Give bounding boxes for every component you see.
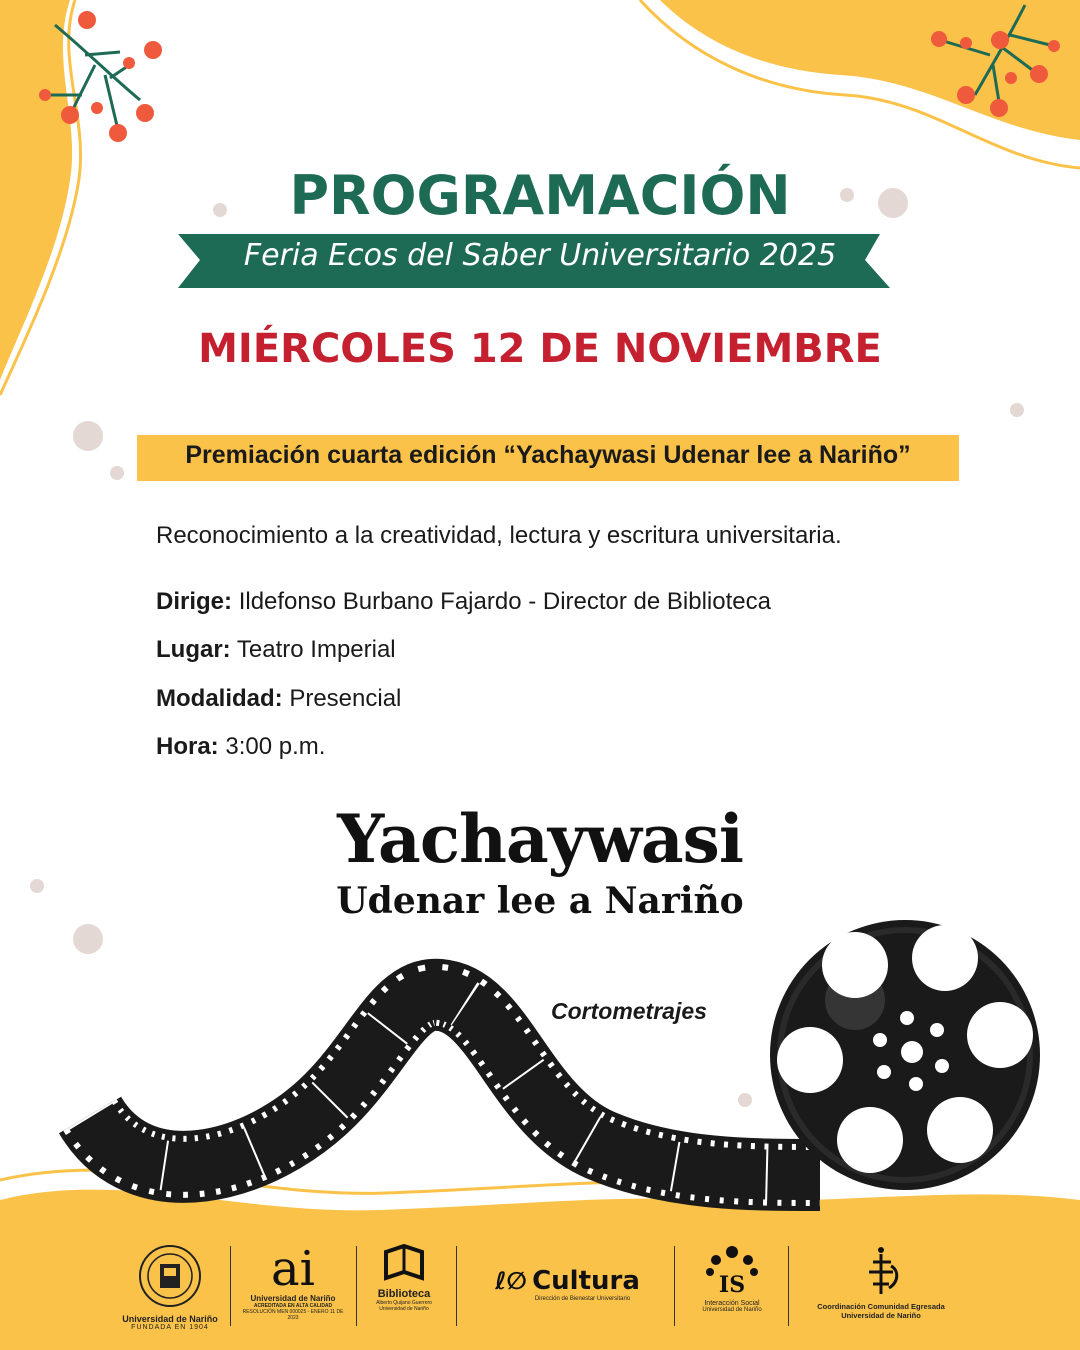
egresada-line1: Coordinación Comunidad Egresada xyxy=(817,1302,945,1311)
detail-value: Ildefonso Burbano Fajardo - Director de Biblioteca xyxy=(238,588,771,615)
detail-value: 3:00 p.m. xyxy=(225,733,326,760)
detail-label: Lugar: xyxy=(156,636,231,663)
ai-resolution: RESOLUCIÓN MEN 000025 - ENERO 11 DE 2023 xyxy=(242,1309,344,1321)
egresada-line2: Universidad de Nariño xyxy=(841,1311,921,1320)
biblioteca-sub2: Universidad de Nariño xyxy=(379,1306,429,1312)
logo-divider xyxy=(356,1246,357,1326)
logo-universidad-narino xyxy=(110,1244,230,1334)
logo-divider xyxy=(674,1246,675,1326)
is-mark: IS xyxy=(718,1272,746,1296)
event-title: Premiación cuarta edición “Yachaywasi Udenar lee a Nariño” xyxy=(185,441,911,469)
event-description: Reconocimiento a la creatividad, lectura y escritura universitaria. xyxy=(156,522,842,549)
logo-divider xyxy=(456,1246,457,1326)
book-icon xyxy=(382,1244,426,1284)
yachaywasi-subtitle: Udenar lee a Nariño xyxy=(336,880,744,922)
cultura-name: Cultura xyxy=(532,1266,640,1296)
logo-acreditacion xyxy=(238,1241,348,1334)
is-sub2: Universidad de Nariño xyxy=(702,1307,762,1313)
logo-udenar-founded: FUNDADA EN 1904 xyxy=(131,1324,209,1331)
cultura-icon: ℓ∅ xyxy=(495,1267,527,1295)
detail-label: Dirige: xyxy=(156,588,233,615)
logo-comunidad-egresada xyxy=(796,1244,966,1334)
detail-label: Modalidad: xyxy=(156,685,283,712)
logo-udenar-name: Universidad de Nariño xyxy=(122,1314,218,1324)
logo-interaccion-social xyxy=(682,1244,782,1334)
logo-cultura xyxy=(470,1244,665,1334)
yachaywasi-wordmark: Yachaywasi xyxy=(337,800,743,878)
ai-name: Universidad de Nariño xyxy=(250,1294,336,1303)
cultura-sub: Dirección de Bienestar Universitario xyxy=(534,1296,631,1302)
biblioteca-sub1: Alberto Quijano Guerrero xyxy=(376,1300,432,1306)
page-title: PROGRAMACIÓN xyxy=(289,164,791,227)
logo-biblioteca xyxy=(364,1244,444,1334)
biblioteca-name: Biblioteca xyxy=(377,1288,431,1300)
is-sub1: Interacción Social xyxy=(704,1300,760,1307)
detail-value: Presencial xyxy=(289,685,402,712)
event-banner: Feria Ecos del Saber Universitario 2025 xyxy=(243,238,837,273)
logo-divider xyxy=(788,1246,789,1326)
ai-accreditation: ACREDITADA EN ALTA CALIDAD xyxy=(253,1303,333,1309)
film-reel-icon xyxy=(770,920,1040,1190)
people-icon xyxy=(702,1244,762,1296)
cortometrajes-caption: Cortometrajes xyxy=(551,998,707,1024)
university-seal-icon xyxy=(138,1244,202,1308)
logo-divider xyxy=(230,1246,231,1326)
egresada-emblem-icon xyxy=(861,1244,901,1298)
detail-value: Teatro Imperial xyxy=(236,636,396,663)
detail-label: Hora: xyxy=(156,733,219,760)
ai-mark: ai xyxy=(271,1241,315,1297)
sponsor-logos xyxy=(110,1241,970,1334)
event-date: MIÉRCOLES 12 DE NOVIEMBRE xyxy=(198,326,882,372)
